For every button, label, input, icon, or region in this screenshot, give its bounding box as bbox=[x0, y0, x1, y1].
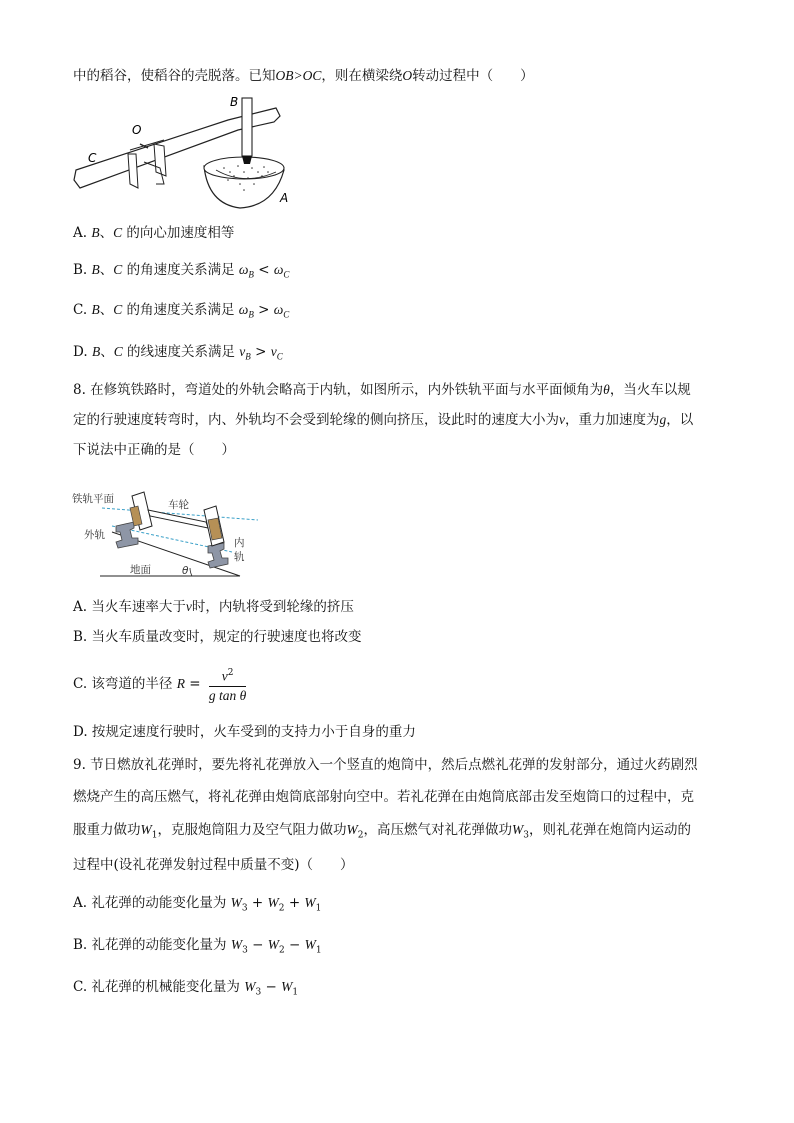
q7-option-c-omega1: ω bbox=[238, 302, 249, 317]
q9-line1-text: 9. 节日燃放礼花弹时，要先将礼花弹放入一个竖直的炮筒中，然后点燃礼花弹的发射部分，通过火药剧烈 bbox=[73, 757, 698, 773]
q8-label-inner-1: 内 bbox=[234, 537, 245, 549]
q9-option-a-s2: 2 bbox=[278, 903, 285, 914]
q9-option-a-text: A. 礼花弹的动能变化量为 bbox=[73, 895, 227, 911]
q9-option-c-w3: W bbox=[244, 979, 256, 994]
q8-option-c-eq: = bbox=[189, 675, 201, 692]
q9-option-a-s3: 3 bbox=[241, 903, 248, 914]
q7-option-a-c: C bbox=[113, 225, 123, 240]
q7-option-d-v2: v bbox=[270, 344, 277, 359]
q9-stem-line1 bbox=[73, 755, 698, 775]
q8-v: v bbox=[559, 412, 565, 427]
q7-label-a: A bbox=[280, 191, 289, 205]
q8-option-c-fraction bbox=[209, 664, 246, 705]
q8-line1-end: ，当火车以规 bbox=[609, 382, 691, 398]
q8-label-inner-2: 轨 bbox=[234, 551, 245, 563]
q8-line1-text: 8. 在修筑铁路时，弯道处的外轨会略高于内轨，如图所示，内外铁轨平面与水平面倾角为 bbox=[73, 382, 604, 398]
q8-stem-line1 bbox=[73, 380, 691, 400]
q9-option-a-w1: W bbox=[304, 895, 316, 910]
q7-option-b-sub2: C bbox=[283, 269, 290, 280]
q9-option-c-s3: 3 bbox=[255, 987, 262, 998]
q9-option-c bbox=[73, 977, 298, 1003]
q7-option-c-sub2: C bbox=[283, 309, 290, 320]
q7-option-b-omega1: ω bbox=[238, 262, 249, 277]
q9-option-a bbox=[73, 893, 321, 919]
q7-option-a-letter: A. bbox=[73, 225, 88, 241]
q9-w1: W bbox=[140, 822, 152, 837]
q9-line3-b: ，克服炮筒阻力及空气阻力做功 bbox=[157, 822, 347, 838]
q7-option-b-op: < bbox=[258, 262, 270, 278]
q9-option-b-s2: 2 bbox=[278, 945, 285, 956]
q7-option-d-sep: 、 bbox=[100, 344, 114, 360]
q8-option-c-exp: 2 bbox=[227, 668, 234, 678]
q7-label-o: O bbox=[132, 123, 142, 137]
q9-stem-line2 bbox=[73, 787, 694, 807]
q7-option-c-letter: C. bbox=[73, 302, 88, 318]
q7-option-d-sub1: B bbox=[245, 351, 251, 362]
q9-option-c-op: − bbox=[265, 979, 277, 995]
q7-option-c-sep: 、 bbox=[99, 302, 114, 318]
q8-stem-line2 bbox=[73, 410, 693, 430]
q9-option-c-text: C. 礼花弹的机械能变化量为 bbox=[73, 979, 240, 995]
q7-option-d-b: B bbox=[91, 344, 101, 359]
q9-option-b-w2: W bbox=[267, 937, 279, 952]
q8-option-a-end: 时，内轨将受到轮缘的挤压 bbox=[191, 599, 354, 615]
q9-option-a-w2: W bbox=[267, 895, 279, 910]
q7-option-b-text: 的角速度关系满足 bbox=[126, 262, 235, 278]
q9-stem-line4 bbox=[73, 855, 354, 875]
q9-option-b-s3: 3 bbox=[242, 945, 248, 956]
q7-option-b-c: C bbox=[113, 262, 123, 277]
q8-option-c-text: C. 该弯道的半径 bbox=[73, 675, 173, 692]
q7-option-c-c: C bbox=[113, 302, 123, 317]
q9-option-b-s1: 1 bbox=[315, 945, 322, 956]
q9-w2-sub: 2 bbox=[357, 830, 364, 841]
q7-option-b bbox=[73, 260, 289, 285]
q7-option-c-op: > bbox=[258, 302, 270, 318]
q8-theta: θ bbox=[603, 382, 610, 397]
q8-option-c bbox=[73, 664, 246, 705]
q8-label-ground: 地面 bbox=[130, 564, 151, 576]
q7-option-c-omega2: ω bbox=[273, 302, 284, 317]
q7-option-d-op: > bbox=[255, 344, 267, 360]
q8-label-theta: θ bbox=[182, 565, 189, 577]
q9-w3-sub: 3 bbox=[523, 830, 529, 841]
q8-option-c-denominator: g tan θ bbox=[208, 687, 247, 703]
q9-option-a-w3: W bbox=[230, 895, 242, 910]
q8-option-c-num-v: v bbox=[221, 668, 228, 684]
q9-stem-line3 bbox=[73, 820, 691, 846]
q9-line4-text: 过程中(设礼花弹发射过程中质量不变)（ ） bbox=[73, 857, 354, 873]
q9-option-a-op1: + bbox=[251, 895, 264, 911]
q9-option-b bbox=[73, 935, 322, 961]
q9-option-c-w1: W bbox=[281, 979, 293, 994]
q8-stem-line3 bbox=[73, 440, 235, 460]
q7-option-d-text: 的线速度关系满足 bbox=[127, 344, 235, 360]
q7-axis: O bbox=[402, 68, 413, 83]
q7-option-b-sep: 、 bbox=[99, 262, 114, 278]
q8-option-d-text: D. 按规定速度行驶时，火车受到的支持力小于自身的重力 bbox=[73, 724, 416, 740]
q9-option-a-s1: 1 bbox=[315, 903, 322, 914]
q7-option-c-b: B bbox=[91, 302, 100, 317]
q9-option-b-w1: W bbox=[304, 937, 316, 952]
q8-g: g bbox=[659, 412, 667, 427]
q8-option-d bbox=[73, 722, 416, 742]
q7-option-d-sub2: C bbox=[276, 351, 283, 362]
q7-option-b-letter: B. bbox=[73, 262, 88, 278]
q8-option-a bbox=[73, 597, 354, 617]
q9-option-b-w3: W bbox=[230, 937, 243, 952]
q7-option-c-text: 的角速度关系满足 bbox=[126, 302, 235, 318]
q9-w1-sub: 1 bbox=[151, 830, 158, 841]
q8-option-c-r: R bbox=[176, 675, 185, 691]
q9-line3-d: ，则礼花弹在炮筒内运动的 bbox=[528, 822, 691, 838]
q7-intro-end: 转动过程中（ ） bbox=[412, 68, 534, 84]
q7-option-d-v1: v bbox=[239, 344, 246, 359]
q7-option-b-sub1: B bbox=[248, 269, 254, 280]
q7-intro-line bbox=[73, 66, 534, 86]
q9-option-b-op1: − bbox=[252, 937, 264, 953]
q7-option-a-b: B bbox=[91, 225, 100, 240]
q7-intro-text: 中的稻谷，使稻谷的壳脱落。已知 bbox=[73, 68, 276, 84]
q9-line3-c: ，高压燃气对礼花弹做功 bbox=[363, 822, 512, 838]
q7-intro-tail: ，则在横梁绕 bbox=[321, 68, 403, 84]
q9-option-b-op2: − bbox=[288, 937, 301, 953]
q7-option-d-c: C bbox=[113, 344, 123, 359]
q8-line2-end: ，以 bbox=[666, 412, 694, 428]
q9-w2: W bbox=[346, 822, 358, 837]
q7-condition: OB>OC bbox=[275, 68, 322, 83]
q9-option-b-text: B. 礼花弹的动能变化量为 bbox=[73, 937, 227, 953]
q8-option-b-text: B. 当火车质量改变时，规定的行驶速度也将改变 bbox=[73, 629, 362, 645]
q7-option-c-sub1: B bbox=[248, 309, 254, 320]
q8-line2-text: 定的行驶速度转弯时，内、外轨均不会受到轮缘的侧向挤压，设此时的速度大小为 bbox=[73, 412, 559, 428]
q7-label-c: C bbox=[88, 151, 97, 165]
q8-figure-rail-curve bbox=[72, 480, 272, 580]
q8-label-outer-rail: 外轨 bbox=[84, 529, 105, 541]
q8-option-c-numerator bbox=[209, 664, 246, 687]
q7-option-b-omega2: ω bbox=[273, 262, 284, 277]
q8-label-wheel: 车轮 bbox=[168, 499, 189, 511]
q7-option-a bbox=[73, 223, 234, 243]
q9-line3-a: 服重力做功 bbox=[73, 822, 141, 838]
q8-line2-mid: ，重力加速度为 bbox=[565, 412, 660, 428]
q8-label-rail-plane: 铁轨平面 bbox=[72, 493, 114, 505]
q7-option-a-sep: 、 bbox=[99, 225, 114, 241]
q9-option-a-op2: + bbox=[288, 895, 301, 911]
q9-option-c-s1: 1 bbox=[292, 987, 299, 998]
q7-figure-threshing-lever bbox=[68, 92, 298, 210]
q8-option-a-text: A. 当火车速率大于 bbox=[73, 599, 186, 615]
q8-option-b bbox=[73, 627, 362, 647]
q8-option-a-v: v bbox=[185, 599, 192, 614]
q9-line2-text: 燃烧产生的高压燃气，将礼花弹由炮筒底部射向空中。若礼花弹在由炮筒底部击发至炮筒口的过程中，克 bbox=[73, 789, 694, 805]
q7-option-a-text: 的向心加速度相等 bbox=[126, 225, 235, 241]
q7-option-d bbox=[73, 342, 283, 367]
q7-option-b-b: B bbox=[91, 262, 100, 277]
q8-line3-text: 下说法中正确的是（ ） bbox=[73, 442, 235, 458]
q7-option-d-letter: D. bbox=[73, 344, 88, 360]
q7-label-b: B bbox=[230, 95, 239, 109]
q9-w3: W bbox=[511, 822, 524, 837]
q7-option-c bbox=[73, 300, 289, 325]
